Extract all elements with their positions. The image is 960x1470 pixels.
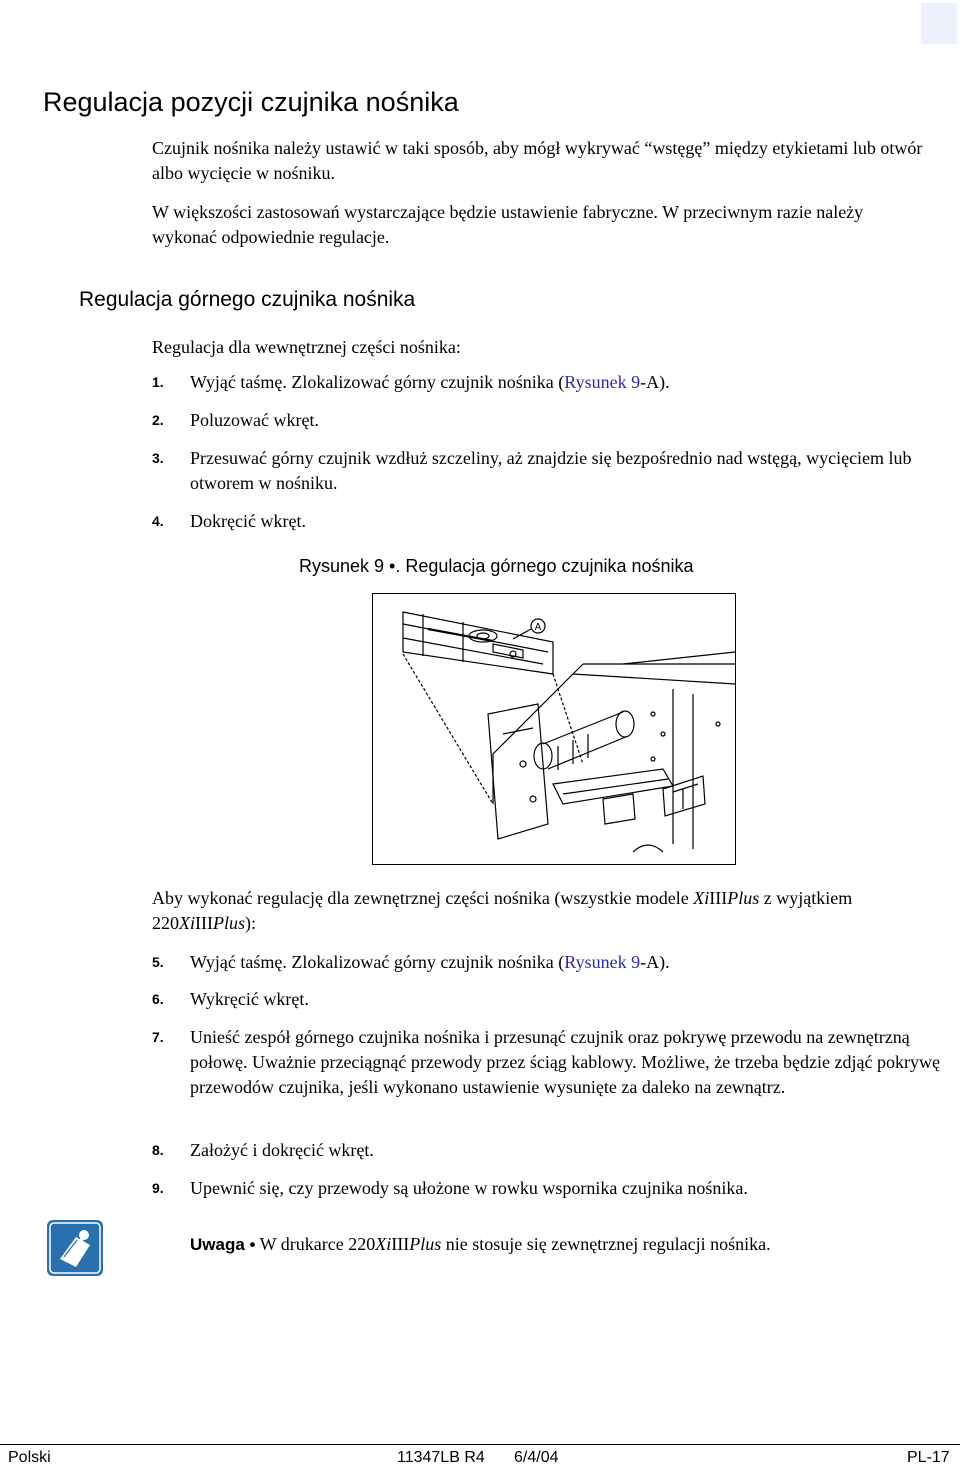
step-number: 6.	[152, 991, 164, 1007]
step-9	[152, 1176, 942, 1201]
outer-intro: Aby wykonać regulację dla zewnętrznej części nośnika (wszystkie modele XiIIIPlus z wyjątkiem 220XiIIIPlus):	[152, 888, 853, 933]
footer-doc-number: 11347LB R4	[397, 1449, 485, 1466]
footer-language: Polski	[8, 1449, 51, 1466]
footer-page-number: PL-17	[907, 1449, 950, 1466]
step-number: 3.	[152, 450, 164, 466]
step-number: 8.	[152, 1142, 164, 1158]
step-6	[152, 987, 942, 1012]
step-text: Dokręcić wkręt.	[190, 511, 306, 531]
step-7	[152, 1025, 942, 1100]
section-heading: Regulacja górnego czujnika nośnika	[79, 288, 416, 311]
step-4	[152, 509, 942, 534]
note-label: Uwaga •	[190, 1235, 256, 1254]
page-title: Regulacja pozycji czujnika nośnika	[43, 87, 459, 117]
step-number: 7.	[152, 1029, 164, 1045]
step-8	[152, 1138, 942, 1163]
inner-intro: Regulacja dla wewnętrznej części nośnika:	[152, 337, 461, 357]
step-1	[152, 370, 942, 395]
step-number: 2.	[152, 412, 164, 428]
step-text: Unieść zespół górnego czujnika nośnika i przesunąć czujnik oraz pokrywę przewodu na zewnętrzną połowę. Uważnie przeciągnąć przewody przez ściąg kablowy. Możliwe, że trzeba będzie zdjąć pokrywę przewodów czujnika, jeśli wykonano ustawienie wysunięte za daleko na zewnątrz.	[190, 1027, 940, 1097]
step-5	[152, 950, 942, 975]
intro-paragraph-1: Czujnik nośnika należy ustawić w taki sposób, aby mógł wykrywać “wstęgę” między etykietami lub otwór albo wycięcie w nośniku.	[152, 138, 923, 183]
figure-caption: Rysunek 9 •. Regulacja górnego czujnika nośnika	[299, 556, 694, 576]
figure-sensor-illustration	[372, 593, 736, 865]
step-number: 4.	[152, 513, 164, 529]
printer-mechanism-drawing	[373, 594, 735, 864]
step-number: 1.	[152, 374, 164, 390]
step-3	[152, 446, 942, 496]
step-text: Wykręcić wkręt.	[190, 989, 309, 1009]
step-text: Wyjąć taśmę. Zlokalizować górny czujnik nośnika (Rysunek 9-A).	[190, 952, 670, 972]
note-text: Uwaga • W drukarce 220XiIIIPlus nie stosuje się zewnętrznej regulacji nośnika.	[190, 1234, 771, 1254]
step-text: Przesuwać górny czujnik wzdłuż szczeliny, aż znajdzie się bezpośrednio nad wstęgą, wycięciem lub otworem w nośniku.	[190, 448, 912, 493]
callout-letter: A	[534, 622, 542, 633]
step-text: Wyjąć taśmę. Zlokalizować górny czujnik nośnika (Rysunek 9-A).	[190, 372, 670, 392]
figure-link[interactable]: Rysunek 9	[564, 372, 641, 392]
step-number: 5.	[152, 954, 164, 970]
note-hand-icon	[46, 1219, 104, 1277]
footer-rule	[0, 1444, 960, 1445]
figure-link[interactable]: Rysunek 9	[564, 952, 641, 972]
intro-paragraph-2: W większości zastosowań wystarczające będzie ustawienie fabryczne. W przeciwnym razie należy wykonać odpowiednie regulacje.	[152, 202, 864, 247]
step-text: Założyć i dokręcić wkręt.	[190, 1140, 374, 1160]
step-number: 9.	[152, 1180, 164, 1196]
step-text: Upewnić się, czy przewody są ułożone w rowku wspornika czujnika nośnika.	[190, 1178, 748, 1198]
footer-date: 6/4/04	[514, 1449, 559, 1466]
step-text: Poluzować wkręt.	[190, 410, 319, 430]
corner-tab-marker	[921, 3, 957, 44]
step-2	[152, 408, 942, 433]
